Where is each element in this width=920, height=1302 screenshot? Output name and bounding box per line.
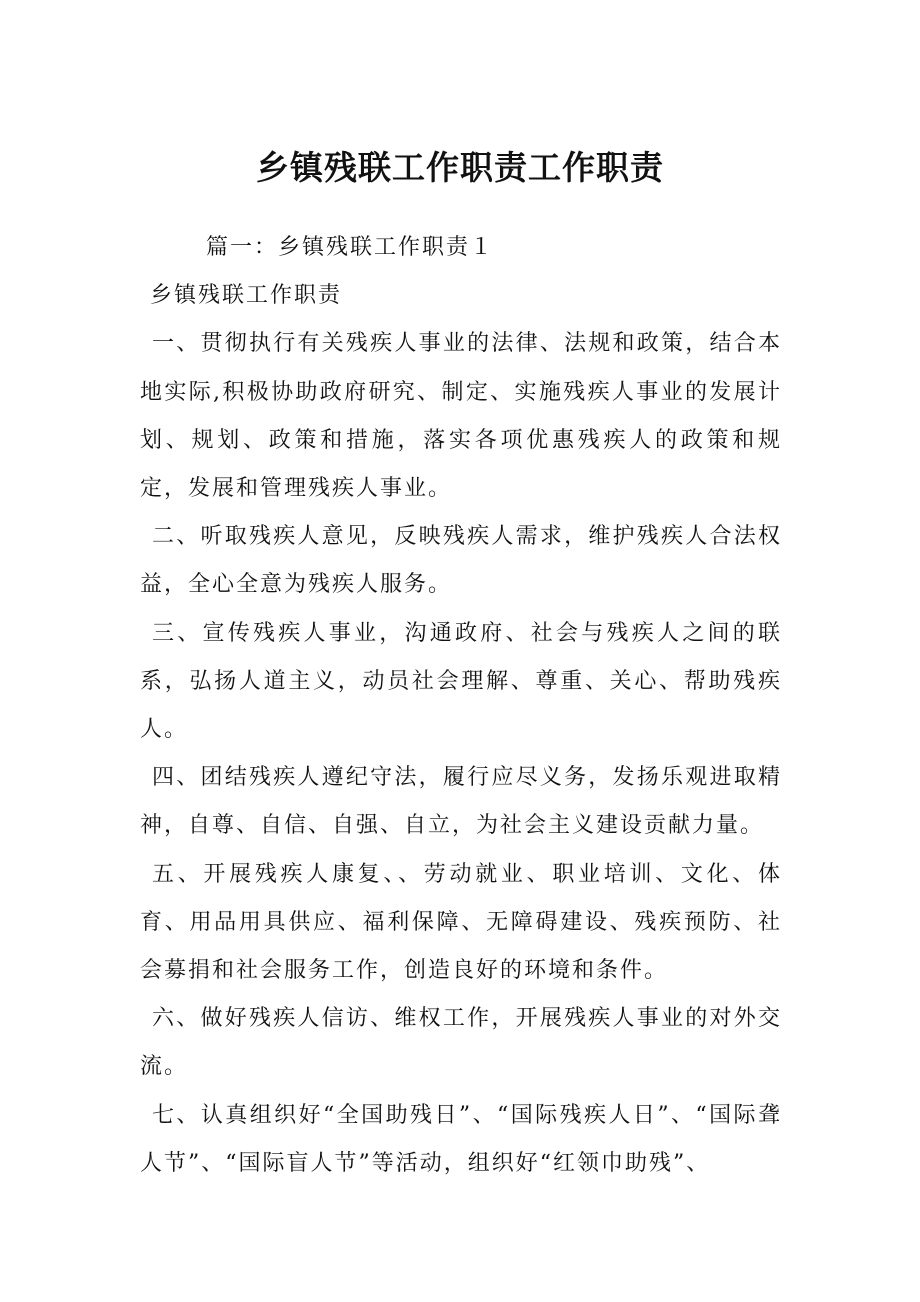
document-body [140,224,782,1188]
section-heading: 篇一：乡镇残联工作职责１ [206,235,495,260]
paragraph-2: 二、听取残疾人意见，反映残疾人需求，维护残疾人合法权益，全心全意为残疾人服务。 [140,524,782,598]
paragraph-7: 七、认真组织好“全国助残日”、“国际残疾人日”、“国际聋人节”、“国际盲人节”等活动，组织好“红领巾助残”、 [140,1102,782,1176]
paragraph-6: 六、做好残疾人信访、维权工作，开展残疾人事业的对外交流。 [140,1006,782,1080]
paragraph-5: 五、开展残疾人康复、、劳动就业、职业培训、文化、体育、用品用具供应、福利保障、无障碍建设、残疾预防、社会募捐和社会服务工作，创造良好的环境和条件。 [140,861,782,984]
subheading: 乡镇残联工作职责 [150,283,343,309]
paragraph-3: 三、宣传残疾人事业，沟通政府、社会与残疾人之间的联系，弘扬人道主义，动员社会理解、尊重、关心、帮助残疾人。 [140,620,782,743]
page-title: 乡镇残联工作职责工作职责 [256,148,664,187]
paragraph-4: 四、团结残疾人遵纪守法，履行应尽义务，发扬乐观进取精神，自尊、自信、自强、自立，为社会主义建设贡献力量。 [140,765,782,839]
paragraph-1: 一、贯彻执行有关残疾人事业的法律、法规和政策，结合本地实际,积极协助政府研究、制定、实施残疾人事业的发展计划、规划、政策和措施，落实各项优惠残疾人的政策和规定，发展和管理残疾人事业。 [140,331,782,502]
